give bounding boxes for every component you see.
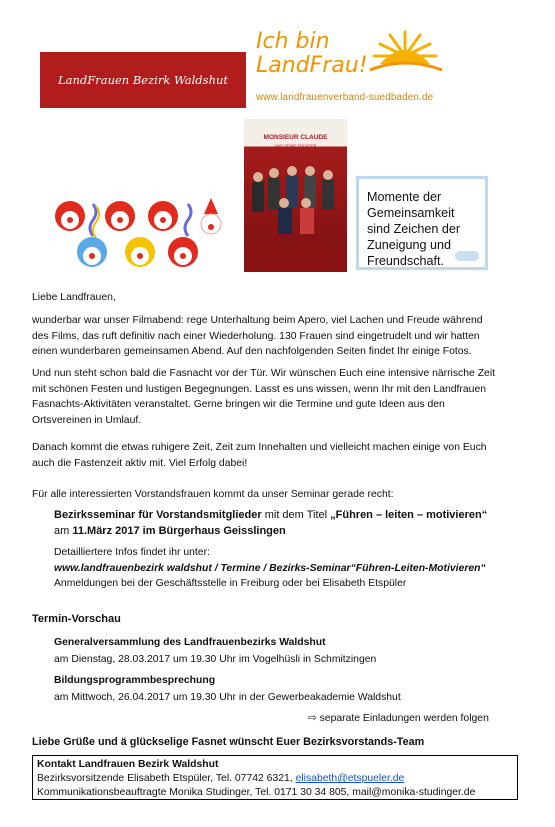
quote-line: Momente der (367, 190, 442, 204)
contact-box (32, 755, 518, 800)
seminar-date: 11.März 2017 (72, 525, 140, 537)
quote-line: Zuneigung und (367, 238, 452, 252)
text-line: Und nun steht schon bald die Fasnacht vor der Tür. Wir wünschen Euch eine intensive närrische Zeit (32, 368, 496, 379)
paragraph-fasnacht (32, 366, 532, 428)
seminar-date-line (54, 523, 524, 539)
seminar-place: im Bürgerhaus Geisslingen (139, 525, 286, 537)
seminar-title-line (54, 507, 524, 523)
quote-badge-icon (455, 251, 479, 261)
closing-line: Liebe Grüße und ä glückselige Fasnet wünscht Euer Bezirksvorstands-Team (32, 736, 425, 748)
greeting: Liebe Landfrauen, (32, 292, 116, 303)
movie-poster (244, 119, 347, 272)
termin-list (54, 634, 524, 706)
quote-line: Gemeinsamkeit (367, 206, 455, 220)
text-line: Danach kommt die etwas ruhigere Zeit, Zeit zum Innehalten und vielleicht machen einige von Euch (32, 442, 487, 453)
text-line: einen wunderbaren gemeinsamen Abend. Auf den nachfolgenden Seiten findet Ihr einige Fotos. (32, 346, 472, 357)
termin-2-title: Bildungsprogrammbesprechung (54, 675, 216, 686)
followup-note: ⇨ separate Einladungen werden folgen (308, 713, 489, 724)
seminar-name: Bezirksseminar für Vorstandsmitglieder (54, 509, 262, 521)
sun-icon (360, 26, 450, 86)
logo-title (256, 30, 368, 78)
contact-title: Kontakt Landfrauen Bezirk Waldshut (37, 759, 219, 770)
seminar-date-prefix: am (54, 525, 73, 537)
contact-line-1 (37, 772, 513, 786)
text-line: wunderbar war unser Filmabend: rege Unterhaltung beim Apero, viel Lachen und Freude während (32, 315, 483, 326)
paragraph-filmabend (32, 313, 532, 360)
quote-line: Freundschaft. (367, 254, 445, 268)
contact-chair: Bezirksvorsitzende Elisabeth Etspüler, Tel. 07742 6321, (37, 773, 296, 784)
seminar-connector: mit dem Titel (261, 509, 331, 521)
text-line: auch die Fastenzeit aktiv mit. Viel Erfolg dabei! (32, 457, 248, 469)
contact-line-2: Kommunikationsbeauftragte Monika Studinger, Tel. 0171 30 34 805, mail@monika-studinger.de (37, 787, 476, 798)
quote-line: sind Zeichen der (367, 222, 461, 236)
text-line: Ortsvereinen in Umlauf. (32, 414, 142, 426)
logo-line-2: LandFrau! (256, 53, 368, 78)
poster-subtitle: UND SEINE TÖCHTER (274, 143, 317, 148)
poster-title: MONSIEUR CLAUDE (263, 134, 328, 141)
termin-1-title: Generalversammlung des Landfrauenbezirks Waldshut (54, 637, 326, 648)
text-line: Fasnachts-Aktivitäten veranstaltet. Gerne bringen wir die Termine und gute Ideen aus den (32, 399, 445, 410)
logo-line-1: Ich bin (256, 29, 330, 54)
seminar-info: Detailliertere Infos findet ihr unter: (54, 547, 210, 558)
text-line: des Films, das ruft definitiv nach einer Wiederholung. 130 Frauen sind eingetrudelt und wir hatten (32, 330, 480, 342)
seminar-block (54, 507, 524, 539)
seminar-registration: Anmeldungen bei der Geschäftsstelle in Freiburg oder bei Elisabeth Etspüler (54, 578, 407, 589)
clown-faces-illustration (48, 196, 228, 274)
seminar-title: „Führen – leiten – motivieren“ (330, 509, 488, 521)
termin-heading: Termin-Vorschau (32, 613, 121, 625)
seminar-details (54, 545, 524, 592)
paragraph-seminar-intro: Für alle interessierten Vorstandsfrauen kommt da unser Seminar gerade recht: (32, 489, 394, 500)
termin-2-detail: am Mittwoch, 26.04.2017 um 19.30 Uhr in der Gewerbeakademie Waldshut (54, 692, 401, 703)
text-line: mit schönen Festen und lustigen Begegnungen. Lasst es uns wissen, wenn Ihr mit den Landfrauen (32, 383, 487, 395)
termin-1-detail: am Dienstag, 28.03.2017 um 19.30 Uhr im Vogelhüsli in Schmitzingen (54, 654, 377, 665)
contact-email-link[interactable]: elisabeth@etspueler.de (295, 773, 405, 784)
poster-people-image (244, 155, 347, 272)
quote-box (356, 176, 488, 270)
logo-url[interactable]: www.landfrauenverband-suedbaden.de (256, 92, 434, 103)
banner-logo (40, 52, 246, 108)
paragraph-fastenzeit (32, 440, 532, 471)
seminar-link[interactable]: www.landfrauenbezirk waldshut / Termine / Bezirks-Seminar“Führen-Leiten-Motivieren“ (54, 562, 486, 574)
banner-text: LandFrauen Bezirk Waldshut (57, 73, 229, 87)
